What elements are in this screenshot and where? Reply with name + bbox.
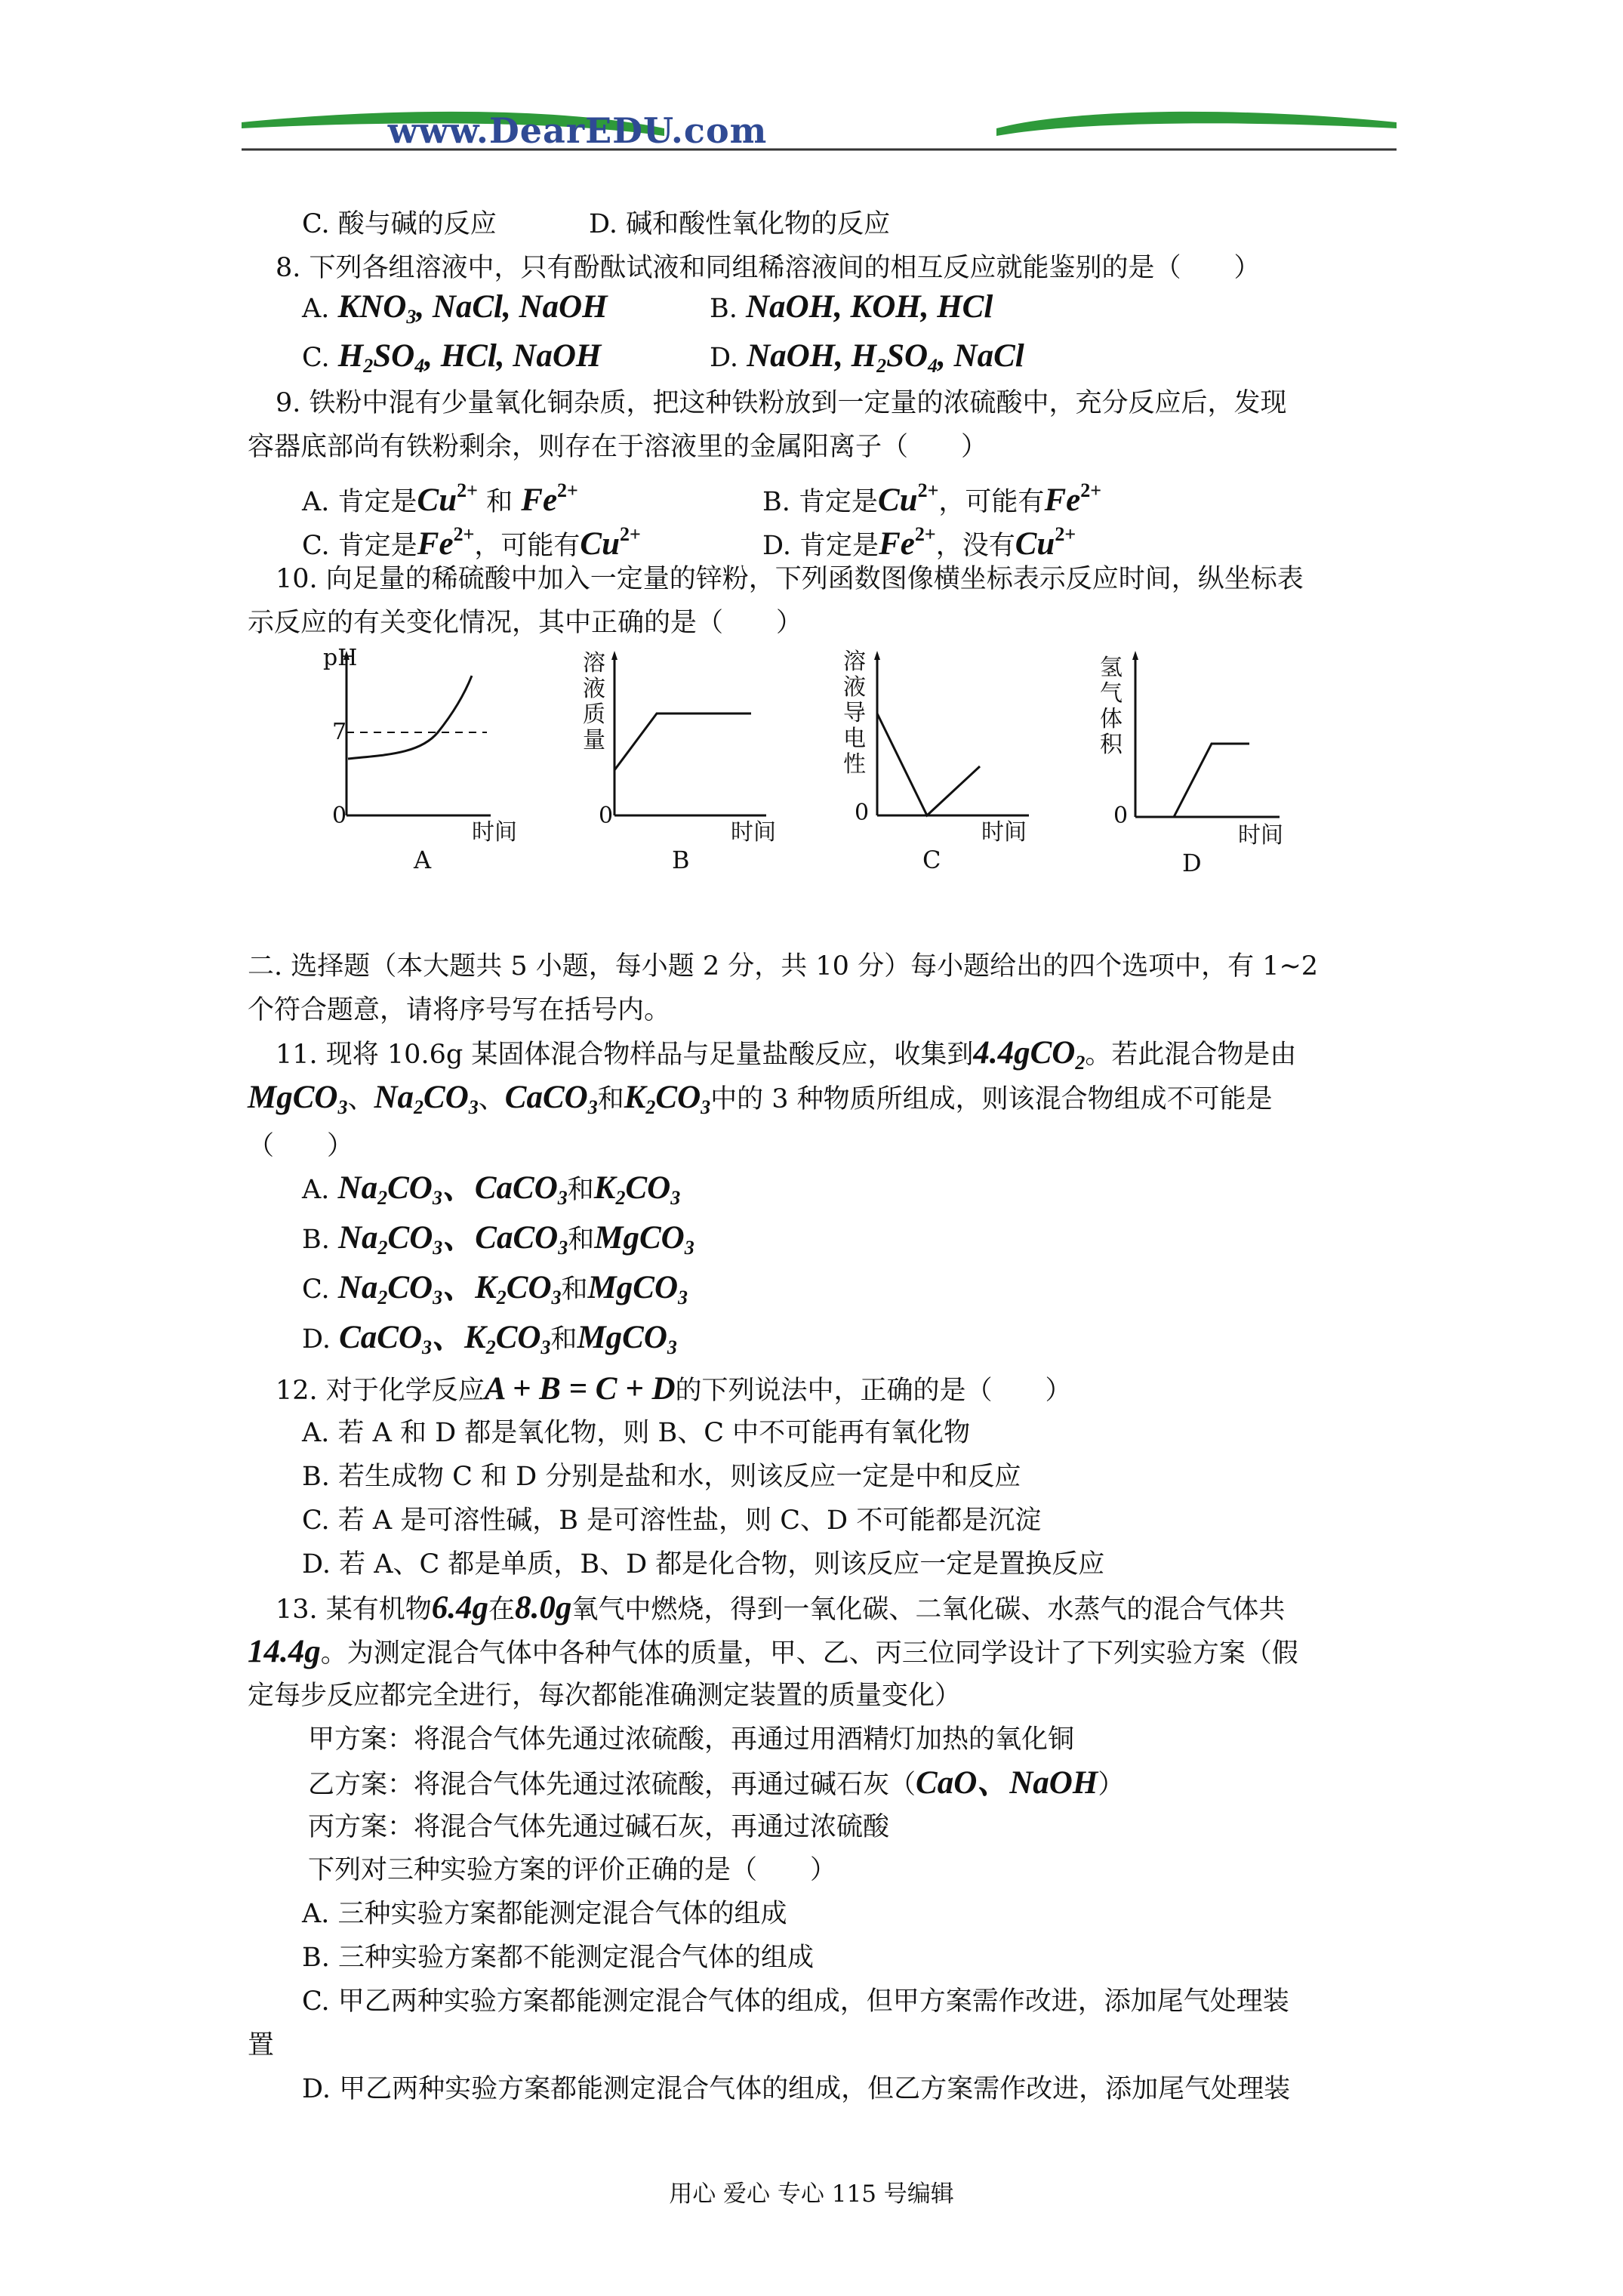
graph-b-x-label: 时间 bbox=[731, 819, 776, 846]
q13-option-d-line1: D. 甲乙两种实验方案都能测定混合气体的组成，但乙方案需作改进，添加尾气处理装 bbox=[302, 2074, 1291, 2104]
q12-stem: 12. 对于化学反应A + B = C + D的下列说法中，正确的是（ ） bbox=[276, 1371, 1072, 1407]
q13-plan-jia: 甲方案：将混合气体先通过浓硫酸，再通过用酒精灯加热的氧化铜 bbox=[308, 1724, 1075, 1755]
graph-c-letter: C bbox=[922, 846, 941, 874]
q11-option-d: D. CaCO$_3$、$K_2CO_3$和MgCO$_3$ bbox=[302, 1320, 677, 1358]
graph-a-x-label: 时间 bbox=[472, 819, 517, 846]
q12-option-c: C. 若 A 是可溶性碱，B 是可溶性盐，则 C、D 不可能都是沉淀 bbox=[302, 1505, 1042, 1536]
q13-stem-line3: 定每步反应都完全进行，每次都能准确测定装置的质量变化） bbox=[248, 1681, 962, 1711]
q9-option-b: B. 肯定是$Cu^{2+}$，可能有$Fe^{2+}$ bbox=[762, 479, 1102, 518]
q13-question: 下列对三种实验方案的评价正确的是（ ） bbox=[308, 1855, 837, 1885]
q13-option-b: B. 三种实验方案都不能测定混合气体的组成 bbox=[302, 1943, 814, 1973]
q11-answer-paren: （ ） bbox=[248, 1131, 354, 1161]
q11-option-b: B. $Na_2CO_3$、CaCO$_3$和MgCO$_3$ bbox=[302, 1220, 694, 1259]
page-footer: 用心 爱心 专心 115 号编辑 bbox=[669, 2180, 954, 2208]
graph-b-curve bbox=[614, 713, 751, 770]
q13-plan-bing: 丙方案：将混合气体先通过碱石灰，再通过浓硫酸 bbox=[308, 1812, 890, 1842]
q8-stem: 8. 下列各组溶液中，只有酚酞试液和同组稀溶液间的相互反应就能鉴别的是（ ） bbox=[276, 253, 1261, 283]
graph-c-conductivity bbox=[874, 649, 1033, 823]
q11-stem-line2: MgCO$_3$、$Na_2CO_3$、CaCO$_3$和$K_2CO_3$中的 3 种物质所组成，则该混合物组成不可能是 bbox=[248, 1080, 1273, 1118]
q7-option-d: D. 碱和酸性氧化物的反应 bbox=[589, 209, 891, 239]
q12-option-b: B. 若生成物 C 和 D 分别是盐和水，则该反应一定是中和反应 bbox=[302, 1462, 1021, 1492]
q9-stem-line1: 9. 铁粉中混有少量氧化铜杂质，把这种铁粉放到一定量的浓硫酸中，充分反应后，发现 bbox=[276, 388, 1287, 418]
q13-plan-yi: 乙方案：将混合气体先通过浓硫酸，再通过碱石灰（CaO、NaOH） bbox=[308, 1765, 1125, 1801]
graph-c-y-label: 溶液导电性 bbox=[843, 649, 866, 778]
q10-stem-line2: 示反应的有关变化情况，其中正确的是（ ） bbox=[248, 608, 803, 638]
q10-stem-line1: 10. 向足量的稀硫酸中加入一定量的锌粉，下列函数图像横坐标表示反应时间，纵坐标表 bbox=[276, 564, 1304, 594]
graph-a-letter: A bbox=[414, 846, 432, 874]
graph-a-curve bbox=[348, 676, 472, 759]
section2-heading-line2: 个符合题意，请将序号写在括号内。 bbox=[248, 995, 671, 1025]
q12-option-a: A. 若 A 和 D 都是氧化物，则 B、C 中不可能再有氧化物 bbox=[302, 1418, 971, 1448]
graph-d-letter: D bbox=[1182, 849, 1202, 877]
graph-d-y-label: 氢气体积 bbox=[1100, 655, 1123, 758]
graph-d-hydrogen-volume bbox=[1132, 649, 1283, 824]
graph-c-curve bbox=[877, 713, 980, 815]
graph-c-x-label: 时间 bbox=[981, 819, 1027, 846]
graph-b-origin: 0 bbox=[599, 803, 614, 829]
q7-option-c: C. 酸与碱的反应 bbox=[302, 209, 497, 239]
graph-b-y-label: 溶液质量 bbox=[583, 650, 605, 754]
q11-option-a: A. $Na_2CO_3$、CaCO$_3$和$K_2CO_3$ bbox=[302, 1170, 681, 1209]
q9-stem-line2: 容器底部尚有铁粉剩余，则存在于溶液里的金属阳离子（ ） bbox=[248, 432, 988, 462]
graph-d-x-label: 时间 bbox=[1238, 822, 1283, 849]
graph-c-origin: 0 bbox=[855, 800, 870, 826]
q13-option-a: A. 三种实验方案都能测定混合气体的组成 bbox=[302, 1899, 787, 1929]
q11-option-c: C. $Na_2CO_3$、$K_2CO_3$和MgCO$_3$ bbox=[302, 1270, 688, 1308]
graph-d-origin: 0 bbox=[1113, 803, 1129, 829]
graph-a-ref-value: 7 bbox=[332, 719, 347, 745]
q8-option-c: C. $H_2SO_4$, HCl, NaOH bbox=[302, 338, 602, 377]
q9-option-d: D. 肯定是$Fe^{2+}$，没有$Cu^{2+}$ bbox=[762, 523, 1076, 562]
graph-b-solution-mass bbox=[611, 649, 774, 823]
q11-stem-line1: 11. 现将 10.6g 某固体混合物样品与足量盐酸反应，收集到4.4gCO$_2$。若此混合物是由 bbox=[276, 1035, 1297, 1074]
graph-a-origin: 0 bbox=[332, 803, 347, 829]
graph-b-letter: B bbox=[672, 846, 690, 874]
q13-stem-line2: 14.4g。为测定混合气体中各种气体的质量，甲、乙、丙三位同学设计了下列实验方案（假 bbox=[248, 1634, 1298, 1669]
q13-stem-line1: 13. 某有机物6.4g在8.0g氧气中燃烧，得到一氧化碳、二氧化碳、水蒸气的混合气体共 bbox=[276, 1590, 1286, 1626]
q9-option-a: A. 肯定是$Cu^{2+}$ 和 $Fe^{2+}$ bbox=[302, 479, 578, 518]
q12-option-d: D. 若 A、C 都是单质，B、D 都是化合物，则该反应一定是置换反应 bbox=[302, 1549, 1105, 1579]
section2-heading-line1: 二. 选择题（本大题共 5 小题，每小题 2 分，共 10 分）每小题给出的四个选项中，有 1~2 bbox=[248, 951, 1319, 982]
site-logo-text: www.DearEDU.com bbox=[387, 110, 768, 151]
q13-option-c-line2: 置 bbox=[248, 2030, 275, 2060]
q8-option-d: D. NaOH, $H_2SO_4$, NaCl bbox=[710, 338, 1024, 377]
q8-option-a: A. $KNO_3$, NaCl, NaOH bbox=[302, 289, 608, 328]
graph-a-ph bbox=[343, 649, 494, 823]
q9-option-c: C. 肯定是$Fe^{2+}$，可能有$Cu^{2+}$ bbox=[302, 523, 641, 562]
q13-option-c-line1: C. 甲乙两种实验方案都能测定混合气体的组成，但甲方案需作改进，添加尾气处理装 bbox=[302, 1986, 1289, 2017]
q8-option-b: B. NaOH, KOH, HCl bbox=[710, 289, 993, 325]
graph-a-y-label: pH bbox=[323, 645, 358, 671]
graph-d-curve bbox=[1174, 744, 1249, 817]
